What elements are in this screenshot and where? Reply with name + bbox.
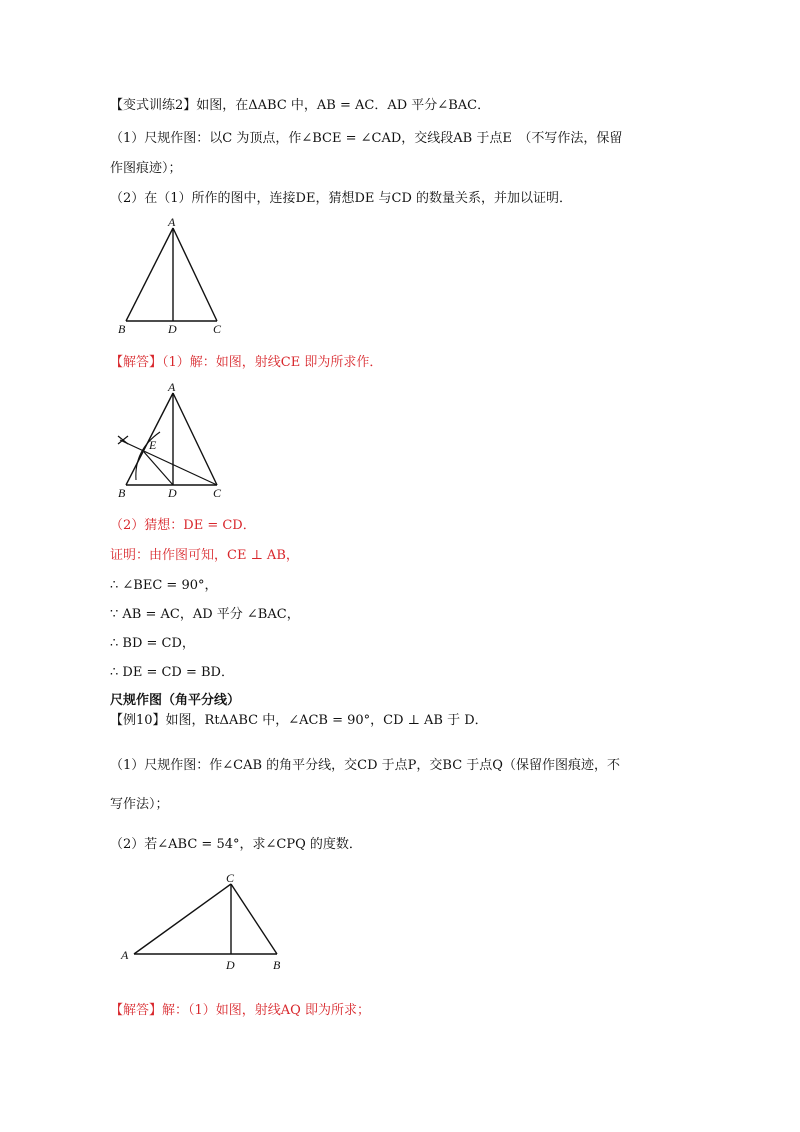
section-title: 尺规作图（角平分线）	[110, 693, 241, 708]
problem1-line2: （1）尺规作图：以C 为顶点，作∠BCE = ∠CAD，交线段AB 于点E （不写作法，保留	[110, 131, 623, 146]
problem2-line3: 写作法）；	[110, 797, 169, 812]
fig2-label-e: E	[149, 438, 157, 452]
problem2-line1: 【例10】如图，RtΔABC 中，∠ACB = 90°，CD ⊥ AB 于 D．	[110, 713, 488, 728]
answer1-line4: ∴ ∠BEC = 90°，	[110, 578, 218, 593]
fig2-label-b: B	[118, 486, 126, 500]
answer1-line5: ∵ AB = AC，AD 平分 ∠BAC，	[110, 607, 300, 622]
answer1-line3: 证明：由作图可知，CE ⊥ AB，	[110, 548, 299, 563]
answer1-line7: ∴ DE = CD = BD．	[110, 665, 234, 680]
fig2-label-c: C	[213, 486, 222, 500]
fig2-label-a: A	[168, 380, 176, 394]
fig1-label-a: A	[168, 215, 176, 229]
problem1-line1: 【变式训练2】如图，在ΔABC 中，AB = AC．AD 平分∠BAC．	[110, 98, 491, 113]
fig3-label-c: C	[226, 871, 235, 885]
answer1-line2: （2）猜想：DE = CD．	[110, 518, 256, 533]
answer1-line1: 【解答】（1）解：如图，射线CE 即为所求作．	[110, 355, 383, 370]
problem1-line4: （2）在（1）所作的图中，连接DE，猜想DE 与CD 的数量关系，并加以证明．	[110, 191, 573, 206]
problem2-line4: （2）若∠ABC = 54°，求∠CPQ 的度数．	[110, 837, 362, 852]
answer2-line1: 【解答】解：（1）如图，射线AQ 即为所求；	[110, 1003, 370, 1018]
fig3-label-a: A	[121, 948, 129, 962]
fig1-label-c: C	[213, 322, 222, 336]
fig3-label-b: B	[273, 958, 281, 972]
fig2-label-d: D	[168, 486, 177, 500]
problem2-line2: （1）尺规作图：作∠CAB 的角平分线，交CD 于点P，交BC 于点Q（保留作图痕迹，不	[110, 758, 620, 773]
answer1-line6: ∴ BD = CD，	[110, 636, 195, 651]
fig1-label-b: B	[118, 322, 126, 336]
fig3-label-d: D	[226, 958, 235, 972]
problem1-line3: 作图痕迹）；	[110, 161, 182, 176]
fig1-label-d: D	[168, 322, 177, 336]
